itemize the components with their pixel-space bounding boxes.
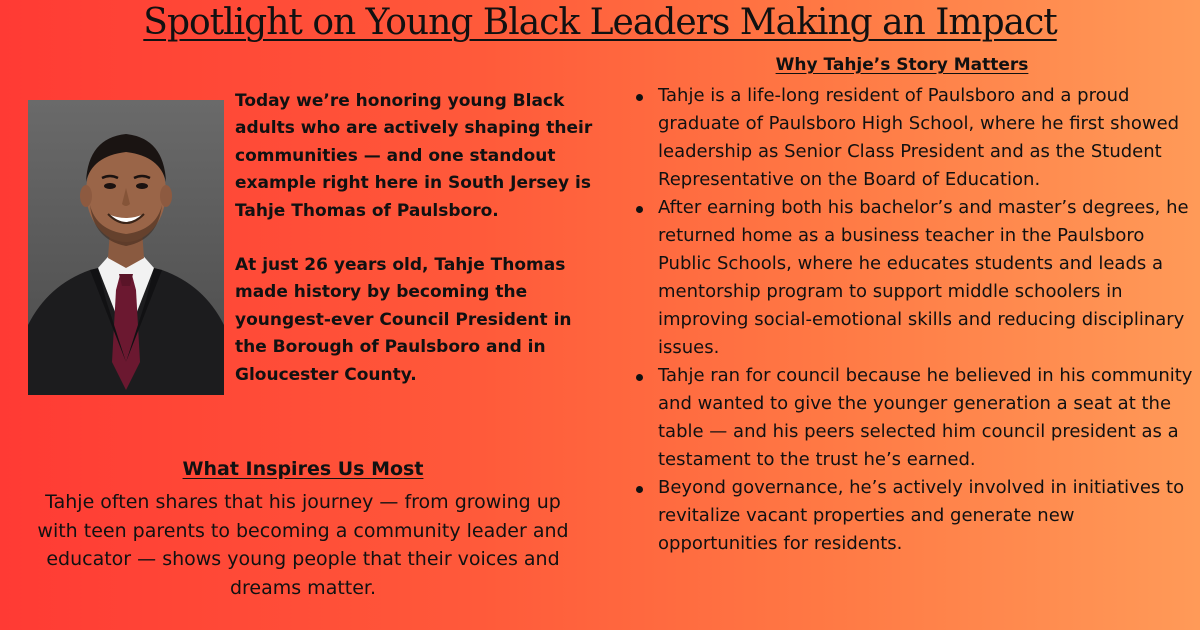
bullet-icon: [636, 486, 643, 493]
bullet-icon: [636, 374, 643, 381]
intro-paragraph-2: At just 26 years old, Tahje Thomas made history by becoming the youngest-ever Council President in the Borough of Paulsboro and in Gloucester County.: [235, 255, 572, 385]
list-item-text: After earning both his bachelor’s and master’s degrees, he returned home as a business teacher in the Paulsboro Public Schools, where he educates students and leads a mentorship program to support middle schoolers in improving social-emotional skills and reducing disciplinary issues.: [658, 197, 1189, 358]
why-heading: Why Tahje’s Story Matters: [775, 55, 1029, 75]
list-item: [628, 474, 1194, 558]
list-item-text: Beyond governance, he’s actively involved in initiatives to revitalize vacant properties and generate new opportunities for residents.: [658, 477, 1185, 554]
list-item: [628, 362, 1194, 474]
intro-paragraph-1: Today we’re honoring young Black adults who are actively shaping their communities — and one standout example right here in South Jersey is Tahje Thomas of Paulsboro.: [235, 91, 593, 221]
inspire-heading: What Inspires Us Most: [182, 458, 424, 480]
list-item: [628, 194, 1194, 362]
intro-text: [235, 88, 607, 389]
why-list: [628, 82, 1194, 558]
list-item: [628, 82, 1194, 194]
bullet-icon: [636, 94, 643, 101]
portrait-illustration: [28, 100, 224, 395]
page-title: Spotlight on Young Black Leaders Making an Impact: [143, 2, 1057, 43]
portrait-photo: [28, 100, 224, 395]
bullet-icon: [636, 206, 643, 213]
inspire-text: Tahje often shares that his journey — from growing up with teen parents to becoming a community leader and educator — shows young people that their voices and dreams matter.: [37, 491, 569, 599]
list-item-text: Tahje ran for council because he believed in his community and wanted to give the younger generation a seat at the table — and his peers selected him council president as a testament to the trust he’s earned.: [658, 365, 1193, 470]
list-item-text: Tahje is a life-long resident of Paulsboro and a proud graduate of Paulsboro High School, where he first showed leadership as Senior Class President and as the Student Representative on the Board of Education.: [658, 85, 1180, 190]
